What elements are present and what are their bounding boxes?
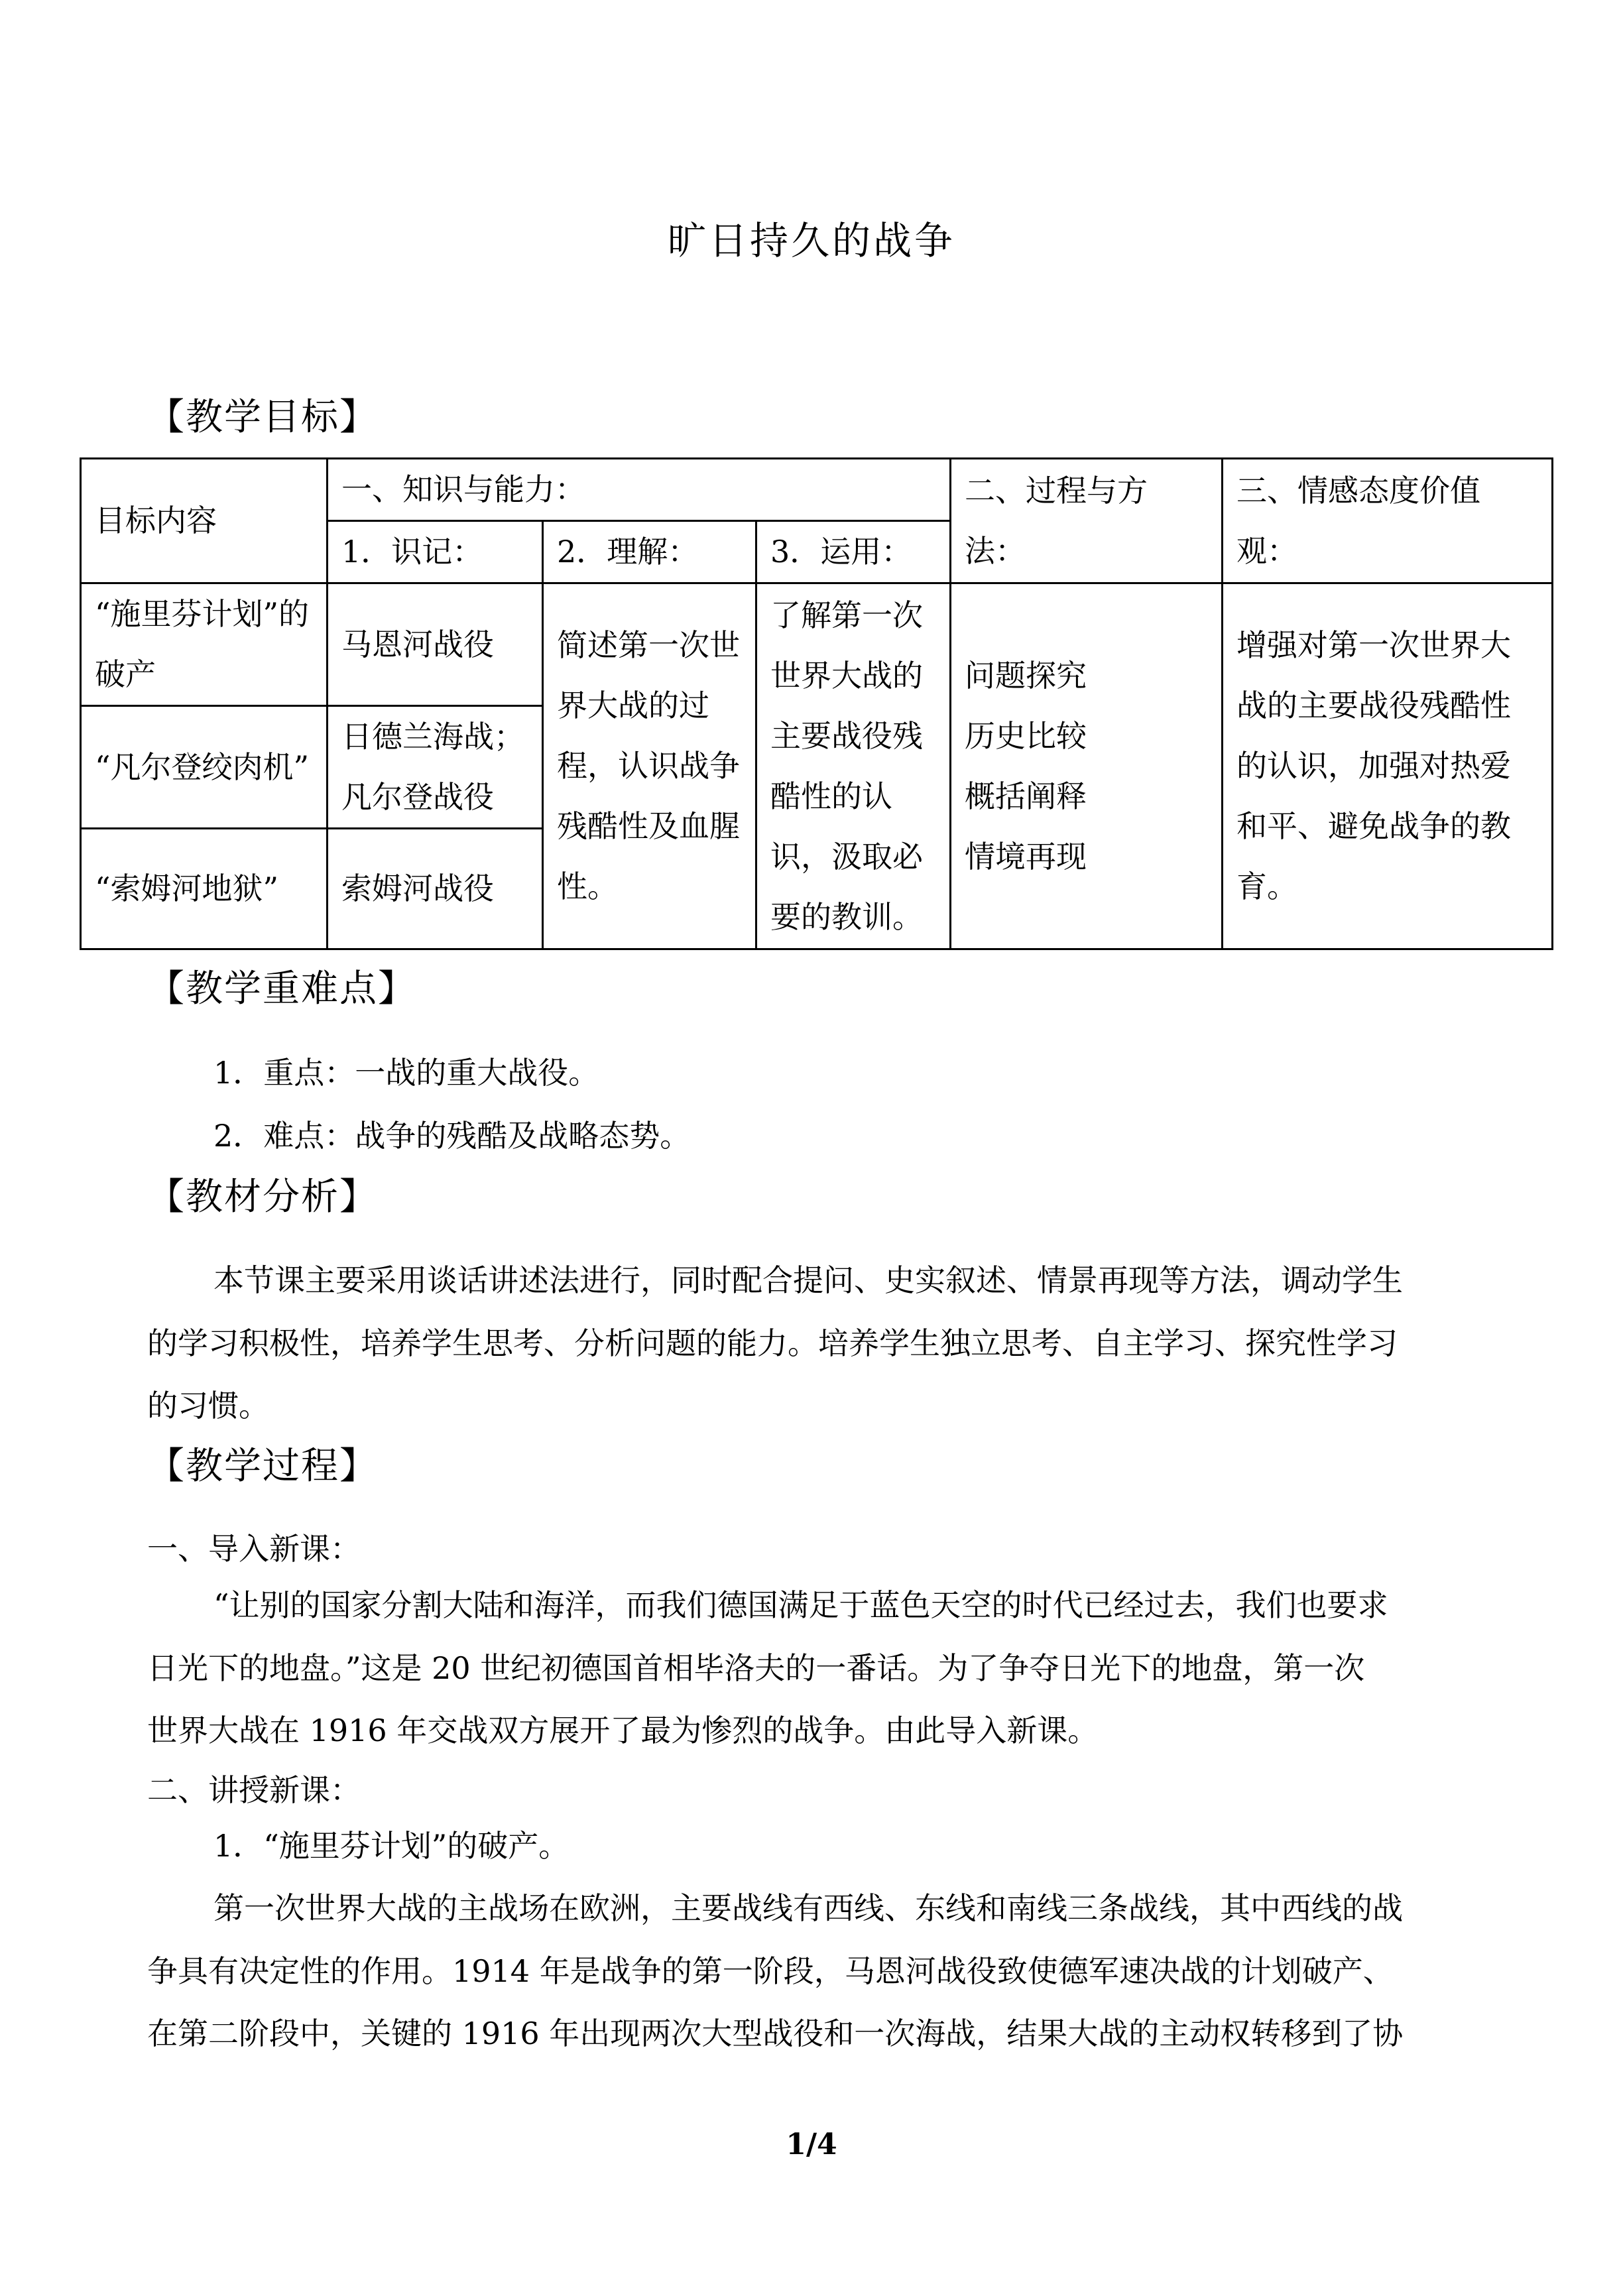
paragraph-line: “让别的国家分割大陆和海洋，而我们德国满足于蓝色天空的时代已经过去，我们也要求 [213,1587,1388,1623]
header-target: 目标内容 [81,459,328,583]
key-point-item: 1．重点：一战的重大战役。 [213,1055,599,1091]
method-item: 问题探究 [965,657,1087,694]
section-heading-key-points: 【教学重难点】 [147,967,416,1010]
subsection-heading: 二、讲授新课： [147,1772,361,1808]
paragraph-line: 本节课主要采用谈话讲述法进行，同时配合提问、史实叙述、情景再现等方法，调动学生 [213,1262,1403,1298]
method-item: 概括阐释 [965,778,1087,814]
table-cell-apply: 了解第一次世界大战的主要战役残酷性的认识，汲取必要的教训。 [756,583,951,949]
table-cell-recall: 日德兰海战；凡尔登战役 [328,706,543,829]
table-cell-recall: 马恩河战役 [328,583,543,706]
table-cell-emotion: 增强对第一次世界大战的主要战役残酷性的认识，加强对热爱和平、避免战争的教育。 [1223,583,1553,949]
table-cell-recall: 索姆河战役 [328,829,543,949]
header-knowledge: 一、知识与能力： [328,459,951,521]
subsection-item: 1．“施里芬计划”的破产。 [213,1828,570,1864]
paragraph-line: 的习惯。 [147,1388,269,1423]
header-recall: 1．识记： [328,521,543,583]
method-item: 情境再现 [965,838,1087,875]
paragraph-line: 的学习积极性，培养学生思考、分析问题的能力。培养学生独立思考、自主学习、探究性学习 [147,1325,1398,1361]
key-point-item: 2．难点：战争的残酷及战略态势。 [213,1118,691,1154]
header-emotion: 三、情感态度价值观： [1223,459,1553,583]
section-heading-objectives: 【教学目标】 [147,396,378,439]
table-cell-target: “凡尔登绞肉机” [81,706,328,829]
section-heading-analysis: 【教材分析】 [147,1176,378,1219]
header-understand: 2．理解： [543,521,756,583]
method-item: 历史比较 [965,717,1087,754]
table-cell-understand: 简述第一次世界大战的过程，认识战争残酷性及血腥性。 [543,583,756,949]
paragraph-line: 日光下的地盘。”这是 20 世纪初德国首相毕洛夫的一番话。为了争夺日光下的地盘，第一次 [147,1650,1365,1686]
table-cell-methods [951,583,1223,949]
goals-table [80,457,1553,950]
paragraph-line: 争具有决定性的作用。1914 年是战争的第一阶段，马恩河战役致使德军速决战的计划破产、 [147,1953,1394,1989]
table-cell-target: “施里芬计划”的破产 [81,583,328,706]
header-apply: 3．运用： [756,521,951,583]
page-number: 1/4 [786,2128,837,2161]
paragraph-line: 世界大战在 1916 年交战双方展开了最为惨烈的战争。由此导入新课。 [147,1713,1099,1748]
page-title: 旷日持久的战争 [667,218,955,263]
table-cell-target: “索姆河地狱” [81,829,328,949]
subsection-heading: 一、导入新课： [147,1531,361,1567]
paragraph-line: 在第二阶段中，关键的 1916 年出现两次大型战役和一次海战，结果大战的主动权转移到了协 [147,2016,1404,2051]
paragraph-line: 第一次世界大战的主战场在欧洲，主要战线有西线、东线和南线三条战线，其中西线的战 [213,1890,1403,1926]
section-heading-process: 【教学过程】 [147,1445,378,1488]
header-process: 二、过程与方法： [951,459,1223,583]
